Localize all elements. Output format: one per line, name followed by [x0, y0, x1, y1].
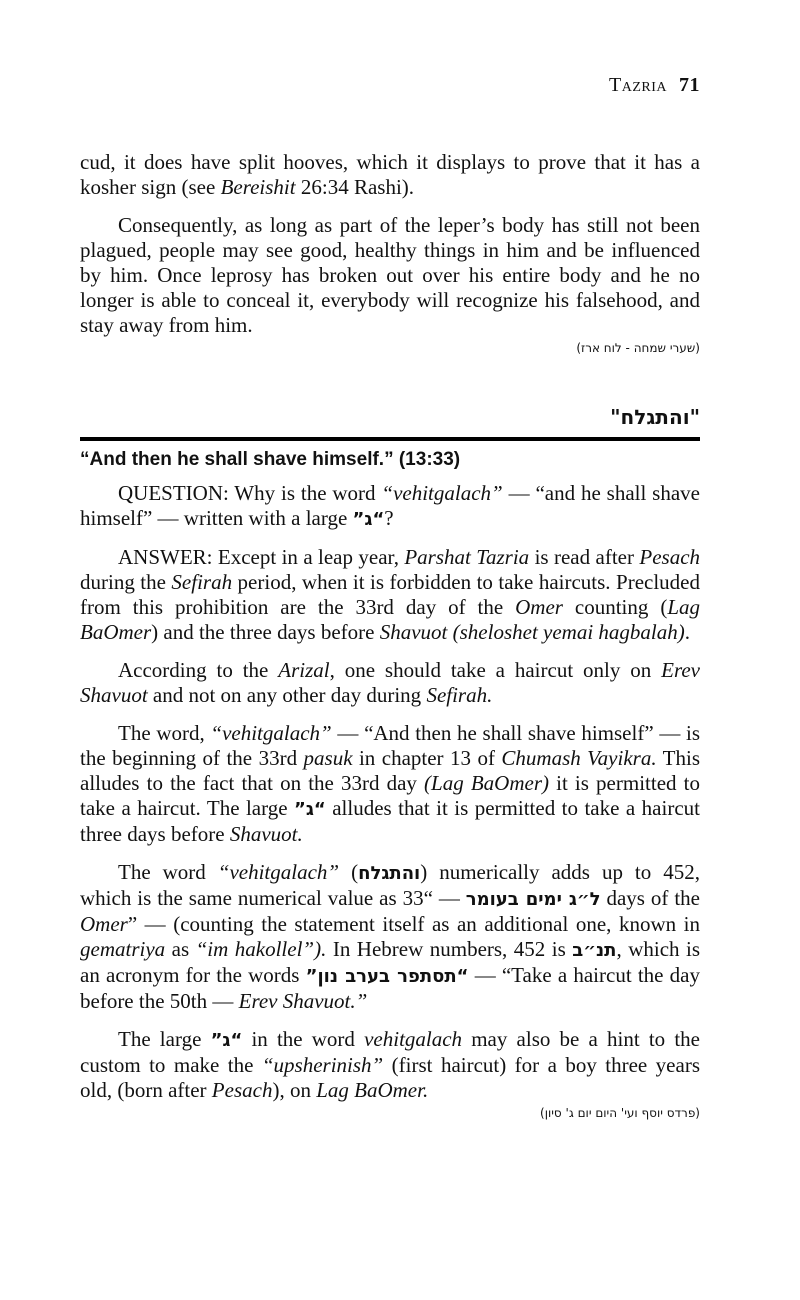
page-number: 71	[679, 74, 700, 96]
paragraph: The word, “vehitgalach” — “And then he shall shave himself” — is the beginning of the 33rd pasuk in chapter 13 of Chumash Vayikra. This alludes to the fact that on the 33rd day (Lag BaOmer) it is permitted to take a haircut. The large ”ג“ alludes that it is permitted to take a haircut three days before Shavuot.	[80, 721, 700, 846]
paragraph: cud, it does have split hooves, which it displays to prove that it has a kosher sign (see Bereishit 26:34 Rashi).	[80, 150, 700, 199]
paragraph: ANSWER: Except in a leap year, Parshat Tazria is read after Pesach during the Sefirah period, when it is forbidden to take haircuts. Precluded from this prohibition are the 33rd day of the Omer counting (Lag BaOmer) and the three days before Shavuot (sheloshet yemai hagbalah).	[80, 545, 701, 644]
paragraph: Consequently, as long as part of the leper’s body has still not been plagued, people may see good, healthy things in him and be influenced by him. Once leprosy has broken out over his entire body and he no longer is able to conceal it, everybody will recognize his falsehood, and stay away from him.	[80, 213, 700, 337]
source-citation: (שערי שמחה - לוח ארז)	[576, 341, 700, 355]
verse-quote: “And then he shall shave himself.” (13:33)	[80, 449, 461, 470]
chapter-title: Tazria	[609, 74, 667, 96]
paragraph: QUESTION: Why is the word “vehitgalach” — “and he shall shave himself” — written with a large ”ג“?	[80, 481, 700, 530]
paragraph: The word “vehitgalach” (והתגלח) numerically adds up to 452, which is the same numerical value as ל״ג ימים בעומר — “33 days of the Omer” — (counting the statement itself as an additional one, known in gematriya as “im hakollel”). In Hebrew numbers, 452 is תנ״ב, which is an acronym for the words ”תסתפר בערב נון“ — “Take a haircut the day before the 50th — Erev Shavuot.”	[80, 860, 701, 1013]
paragraph: The large ”ג“ in the word vehitgalach may also be a hint to the custom to make the “upsherinish” (first haircut) for a boy three years old, (born after Pesach), on Lag BaOmer.	[80, 1027, 700, 1102]
paragraph: According to the Arizal, one should take a haircut only on Erev Shavuot and not on any other day during Sefirah.	[80, 658, 701, 707]
running-header	[609, 74, 700, 97]
page-content	[80, 150, 700, 1120]
divider	[80, 437, 700, 441]
section-heading: "והתגלח"	[610, 405, 700, 429]
source-citation: (פרדס יוסף ועי' היום יום ג' סיון)	[540, 1106, 700, 1120]
